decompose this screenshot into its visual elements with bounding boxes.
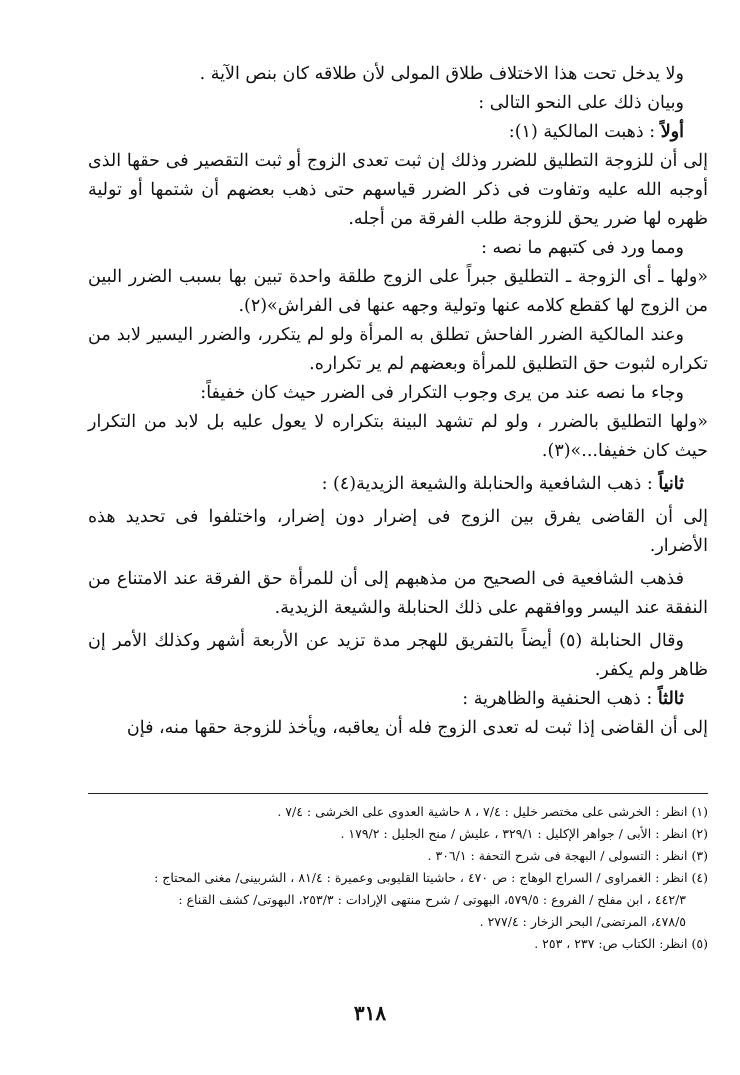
main-text: [88, 60, 708, 743]
section-heading: [88, 470, 708, 499]
footnote: ٤٤٢/٣ ، ابن مفلح / الفروع : ٥٧٩/٥، البهوتى / شرح منتهى الإرادات : ٢٥٣/٣، البهوتى/ كشف القناع :: [178, 892, 686, 907]
paragraph-text: : ذهب الشافعية والحنابلة والشيعة الزيدية(٤) :: [321, 474, 659, 494]
body-paragraph: [88, 503, 708, 561]
section-heading: [88, 118, 708, 147]
section-label: أولاً: [660, 122, 684, 142]
paragraph-text: ولا يدخل تحت هذا الاختلاف طلاق المولى لأن طلاقه كان بنص الآية .: [199, 64, 684, 84]
body-paragraph: [88, 234, 708, 263]
paragraph-text: وبيان ذلك على النحو التالى :: [478, 93, 684, 113]
body-paragraph: [88, 263, 708, 321]
paragraph-text: فذهب الشافعية فى الصحيح من مذهبهم إلى أن للمرأة حق الفرقة عند الامتناع من النفقة عند اليسر ووافقهم على ذلك الحنابلة والشيعة الزيدية.: [88, 569, 708, 618]
section-label: ثانياً: [658, 474, 684, 494]
section-label: ثالثاً: [657, 689, 684, 709]
footnotes: [88, 801, 708, 955]
paragraph-text: وجاء ما نصه عند من يرى وجوب التكرار فى الضرر حيث كان خفيفاً:: [200, 383, 684, 403]
body-paragraph: [88, 714, 708, 743]
paragraph-text: وقال الحنابلة (٥) أيضاً بالتفريق للهجر مدة تزيد عن الأربعة أشهر وكذلك الأمر إن ظاهر ولم يكفر.: [88, 631, 708, 680]
paragraph-text: : ذهبت المالكية (١):: [508, 122, 661, 142]
footnote: (٤) انظر : الغمراوى / السراج الوهاج : ص ٤٧٠ ، حاشيتا القليوبى وعميرة : ٨١/٤ ، الشربينى/ مغنى المحتاج :: [154, 870, 708, 885]
paragraph-text: «ولها ـ أى الزوجة ـ التطليق جبراً على الزوج طلقة واحدة تبين بها بسبب الضرر البين من الزوج لها كقطع كلامه عنها وتولية وجهه عنها فى الفراش»(٢).: [88, 267, 708, 316]
body-paragraph: [88, 60, 708, 89]
paragraph-text: «ولها التطليق بالضرر ، ولو لم تشهد البينة بتكراره لا يعول عليه بل لابد من التكرار حيث كان خفيفا...»(٣).: [88, 412, 708, 461]
body-paragraph: [88, 147, 708, 234]
body-paragraph: [88, 565, 708, 623]
page-number: ٣١٨: [353, 1001, 387, 1025]
paragraph-text: إلى أن القاضى إذا ثبت له تعدى الزوج فله أن يعاقبه، ويأخذ للزوجة حقها منه، فإن: [126, 718, 708, 738]
section-heading: [88, 685, 708, 714]
paragraph-text: ومما ورد فى كتبهم ما نصه :: [481, 238, 684, 258]
paragraph-text: : ذهب الحنفية والظاهرية :: [462, 689, 658, 709]
body-paragraph: [88, 408, 708, 466]
footnote: (٢) انظر : الأبى / جواهر الإكليل : ٣٢٩/١ ، عليش / منح الجليل : ١٧٩/٢ .: [340, 826, 708, 841]
footnote: (٣) انظر : التسولى / البهجة فى شرح التحفة : ٣٠٦/١ .: [427, 848, 708, 863]
body-paragraph: [88, 627, 708, 685]
page-body: [88, 60, 708, 743]
footnote: (٥) انظر: الكتاب ص: ٢٣٧ ، ٢٥٣ .: [534, 936, 708, 951]
footnote: (١) انظر : الخرشى على مختصر خليل : ٧/٤ ، ٨ حاشية العدوى على الخرشى : ٧/٤ .: [277, 804, 708, 819]
paragraph-text: إلى أن للزوجة التطليق للضرر وذلك إن ثبت تعدى الزوج أو ثبت التقصير فى حقها الذى أوجبه الله عليه وتفاوت فى ذكر الضرر قياسهم حتى ذهب بعضهم أن شتمها أو تولية ظهره لها ضرر يحق للزوجة طلب الفرقة من أجله.: [88, 151, 708, 229]
body-paragraph: [88, 89, 708, 118]
paragraph-text: إلى أن القاضى يفرق بين الزوج فى إضرار دون إضرار، واختلفوا فى تحديد هذه الأضرار.: [88, 507, 708, 556]
body-paragraph: [88, 321, 708, 379]
paragraph-text: وعند المالكية الضرر الفاحش تطلق به المرأة ولو لم يتكرر، والضرر اليسير لابد من تكراره لثبوت حق التطليق للمرأة وبعضهم لم ير تكراره.: [88, 325, 708, 374]
footnote-separator: [88, 793, 708, 794]
footnote: ٤٧٨/٥، المرتضى/ البحر الزخار : ٢٧٧/٤ .: [479, 914, 686, 929]
body-paragraph: [88, 379, 708, 408]
